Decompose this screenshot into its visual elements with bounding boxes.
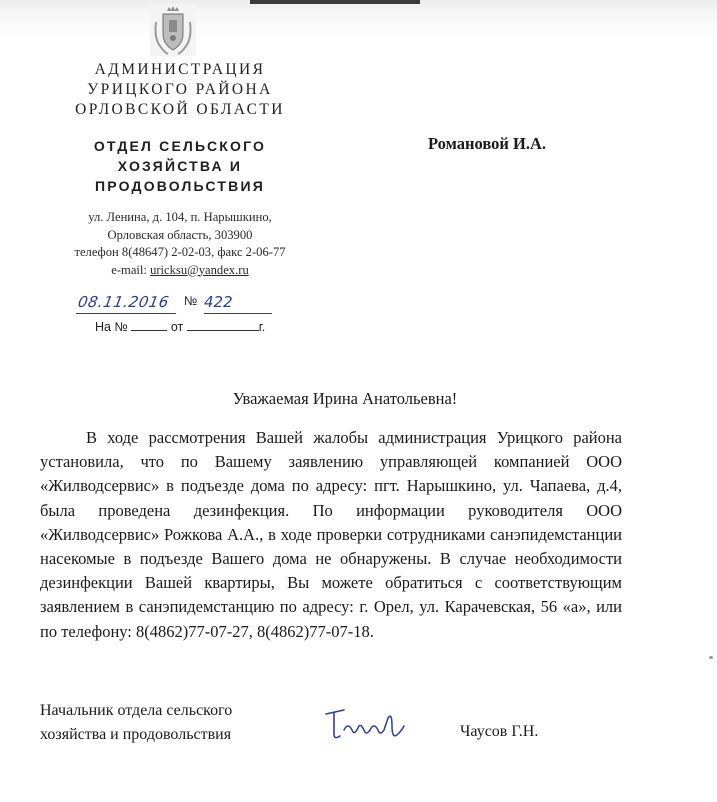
letter-body [40, 426, 622, 644]
outgoing-number-label: № [184, 294, 198, 308]
address-line: Орловская область, 303900 [107, 227, 253, 242]
department-name [60, 136, 300, 196]
department-line: ПРОДОВОЛЬСТВИЯ [95, 178, 265, 194]
scan-edge-bar [250, 0, 420, 4]
department-line: ХОЗЯЙСТВА И [117, 158, 243, 174]
scan-speck [709, 656, 713, 659]
outgoing-registration [78, 291, 278, 315]
outgoing-number: 422 [204, 291, 272, 314]
body-paragraph: В ходе рассмотрения Вашей жалобы администрация Урицкого района установила, что по Вашему заявлению управляющей компанией ООО «Жилводсервис» в подъезде дома по адресу: пгт. Нарышкино, ул. Чапаева, д.4, была проведена дезинфекция. По информации руководителя ООО «Жилводсервис» Рожкова А.А., в ходе проверки сотрудниками санэпидемстанции насекомые в подъезде Вашего дома не обнаружены. В случае необходимости дезинфекции Вашей квартиры, Вы можете обратиться с соответствующим заявлением в санэпидемстанцию по адресу: г. Орел, ул. Карачевская, 56 «а», или по телефону: 8(4862)77-07-27, 8(4862)77-07-18. [40, 428, 622, 641]
administration-line: ОРЛОВСКОЙ ОБЛАСТИ [75, 101, 285, 118]
reference-from-label: от [170, 320, 184, 334]
administration-line: АДМИНИСТРАЦИЯ [94, 61, 266, 78]
address-line: ул. Ленина, д. 104, п. Нарышкино, [88, 210, 272, 224]
reference-number-blank [131, 330, 167, 331]
signatory-role-line: хозяйства и продовольствия [40, 726, 232, 743]
signatory-role-line: Начальник отдела сельского [40, 702, 233, 719]
department-line: ОТДЕЛ СЕЛЬСКОГО [93, 138, 267, 154]
email-line [40, 262, 320, 280]
contact-block [40, 209, 320, 279]
coat-of-arms-icon [150, 4, 196, 56]
handwritten-signature [322, 704, 414, 744]
administration-line: УРИЦКОГО РАЙОНА [87, 81, 273, 98]
outgoing-date: 08.11.2016 [76, 291, 180, 314]
reference-prefix: На № [95, 320, 128, 334]
reference-suffix: г. [258, 320, 266, 334]
phone-line: телефон 8(48647) 2-02-03, факс 2-06-77 [74, 245, 286, 259]
administration-name [60, 60, 300, 120]
reference-date-blank [187, 330, 259, 331]
signatory-role [40, 699, 280, 747]
reference-line [95, 320, 265, 334]
greeting: Уважаемая Ирина Анатольевна! [232, 389, 458, 408]
addressee: Романовой И.А. [428, 134, 547, 153]
signatory-name: Чаусов Г.Н. [460, 723, 539, 740]
email-link[interactable]: uricksu@yandex.ru [150, 262, 249, 277]
email-label: e-mail: [111, 262, 151, 277]
